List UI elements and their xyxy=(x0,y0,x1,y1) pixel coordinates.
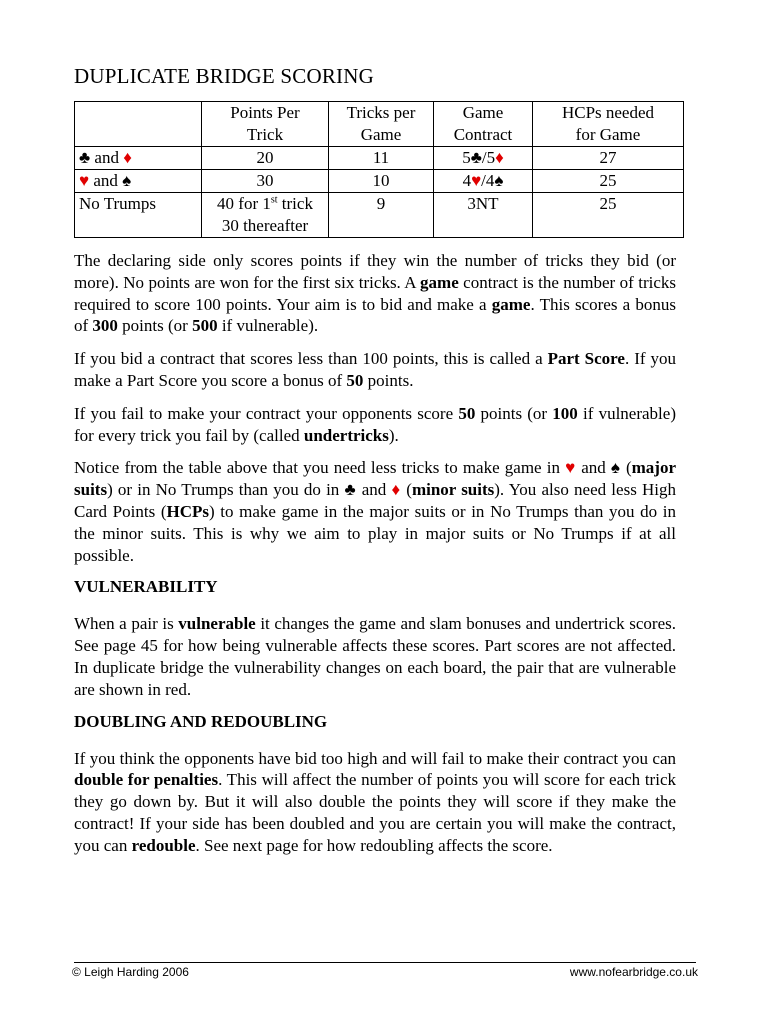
paragraph-part-score: If you bid a contract that scores less than 100 points, this is called a Part Score. If you make a Part Score you score a bonus of 50 points. xyxy=(74,349,676,390)
footer-website: www.nofearbridge.co.uk xyxy=(569,965,698,979)
cell-game: 5♣/5♦ xyxy=(434,147,533,170)
spade-icon: ♠ xyxy=(494,171,504,190)
scoring-table xyxy=(74,101,684,238)
diamond-icon: ♦ xyxy=(495,148,504,167)
paragraph-undertricks: If you fail to make your contract your opponents score 50 points (or 100 if vulnerable) for every trick you fail by (called undertricks). xyxy=(74,403,676,445)
heart-icon: ♥ xyxy=(565,458,577,478)
club-icon: ♣ xyxy=(470,148,482,167)
cell-game: 4♥/4♠ xyxy=(434,170,533,193)
paragraph-doubling: If you think the opponents have bid too high and will fail to make their contract you can double for penalties. This will affect the number of points you will score for each trick they go down by. But it will also double the points they will score if they make the contract! If your side has been doubled and you are certain you will make the contract, you can redouble. See next page for how redoubling affects the score. xyxy=(74,748,676,855)
header-points-per-trick: Points Per Trick xyxy=(202,102,329,147)
page-title: DUPLICATE BRIDGE SCORING xyxy=(74,64,374,88)
heart-icon: ♥ xyxy=(79,171,90,190)
table-row xyxy=(75,193,684,238)
heading-doubling: DOUBLING AND REDOUBLING xyxy=(74,711,328,731)
header-game-contract: Game Contract xyxy=(434,102,533,147)
cell-tricks: 10 xyxy=(329,170,434,193)
row-no-trumps-label: No Trumps xyxy=(75,193,202,238)
heading-vulnerability: VULNERABILITY xyxy=(74,577,218,597)
table-row xyxy=(75,170,684,193)
heart-icon: ♥ xyxy=(471,171,482,190)
cell-points: 40 for 1st trick 30 thereafter xyxy=(202,193,329,238)
cell-hcp: 27 xyxy=(533,147,684,170)
spade-icon: ♠ xyxy=(122,171,132,190)
cell-game: 3NT xyxy=(434,193,533,238)
cell-hcp: 25 xyxy=(533,170,684,193)
diamond-icon: ♦ xyxy=(123,148,132,167)
table-header-row xyxy=(75,102,684,147)
paragraph-major-minor-suits: Notice from the table above that you need less tricks to make game in ♥ and ♠ (major suits) or in No Trumps than you do in ♣ and ♦ (minor suits). You also need less High Card Points (HCPs) to make game in the major suits or in No Trumps than you do in the minor suits. This is why we aim to play in major suits or No Trumps if at all possible. xyxy=(74,458,677,565)
paragraph-game-contract: The declaring side only scores points if they win the number of tricks they bid (or more). No points are won for the first six tricks. A game contract is the number of tricks required to score 100 points. Your aim is to bid and make a game. This scores a bonus of 300 points (or 500 if vulnerable). xyxy=(74,251,677,336)
footer-divider xyxy=(74,962,696,963)
cell-points: 30 xyxy=(202,170,329,193)
cell-points: 20 xyxy=(202,147,329,170)
cell-tricks: 9 xyxy=(329,193,434,238)
page-content xyxy=(74,60,676,868)
header-empty xyxy=(75,102,202,147)
row-minor-suits-label: ♣ and ♦ xyxy=(75,147,202,170)
table-row xyxy=(75,147,684,170)
cell-tricks: 11 xyxy=(329,147,434,170)
header-hcps-needed: HCPs needed for Game xyxy=(533,102,684,147)
diamond-icon: ♦ xyxy=(391,480,402,500)
footer-copyright: © Leigh Harding 2006 xyxy=(72,965,189,979)
spade-icon: ♠ xyxy=(610,458,621,478)
paragraph-vulnerability: When a pair is vulnerable it changes the game and slam bonuses and undertrick scores. See page 45 for how being vulnerable affects these scores. Part scores are not affected. In duplicate bridge the vulnerability changes on each board, the pair that are vulnerable are shown in red. xyxy=(74,614,676,699)
row-major-suits-label: ♥ and ♠ xyxy=(75,170,202,193)
header-tricks-per-game: Tricks per Game xyxy=(329,102,434,147)
cell-hcp: 25 xyxy=(533,193,684,238)
club-icon: ♣ xyxy=(344,480,357,500)
club-icon: ♣ xyxy=(79,148,91,167)
